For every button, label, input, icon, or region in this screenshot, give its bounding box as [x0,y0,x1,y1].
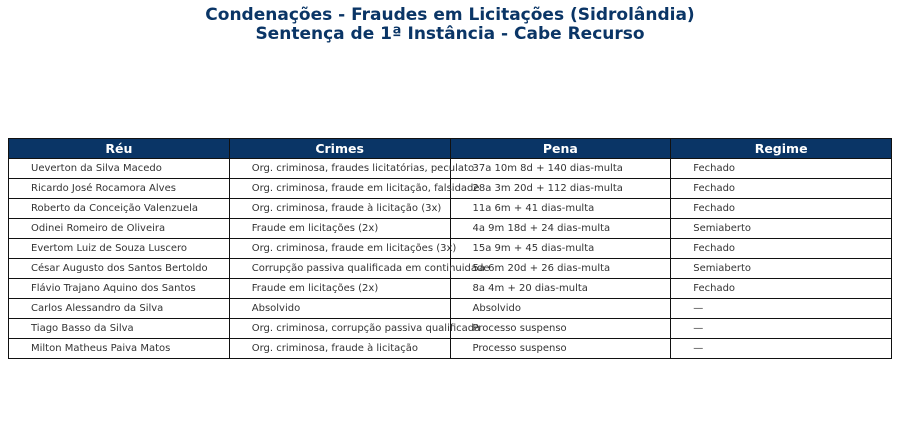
cell-pena: 15a 9m + 45 dias-multa [450,239,671,259]
cell-reu: Roberto da Conceição Valenzuela [9,199,230,219]
cell-reu: Evertom Luiz de Souza Luscero [9,239,230,259]
cell-reu: Odinei Romeiro de Oliveira [9,219,230,239]
cell-pena: Absolvido [450,299,671,319]
cell-reu: Tiago Basso da Silva [9,319,230,339]
cell-pena: 28a 3m 20d + 112 dias-multa [450,179,671,199]
cell-crimes: Org. criminosa, corrupção passiva qualificada [229,319,450,339]
table-row [9,339,892,359]
table-row [9,219,892,239]
sentences-table [8,138,892,359]
cell-reu: César Augusto dos Santos Bertoldo [9,259,230,279]
cell-pena: Processo suspenso [450,319,671,339]
table-header [9,139,892,159]
chart-subtitle: Sentença de 1ª Instância - Cabe Recurso [255,24,645,44]
cell-reu: Carlos Alessandro da Silva [9,299,230,319]
cell-reu: Ricardo José Rocamora Alves [9,179,230,199]
cell-regime: Semiaberto [671,219,892,239]
cell-regime: Fechado [671,179,892,199]
cell-pena: 11a 6m + 41 dias-multa [450,199,671,219]
column-header-pena: Pena [450,139,671,159]
cell-regime: — [671,339,892,359]
cell-crimes: Absolvido [229,299,450,319]
table-row [9,159,892,179]
cell-pena: 4a 9m 18d + 24 dias-multa [450,219,671,239]
chart-title-block [0,6,900,44]
cell-pena: 5a 6m 20d + 26 dias-multa [450,259,671,279]
cell-regime: Fechado [671,239,892,259]
cell-regime: Semiaberto [671,259,892,279]
table-row [9,259,892,279]
cell-crimes: Org. criminosa, fraudes licitatórias, peculato [229,159,450,179]
cell-pena: 37a 10m 8d + 140 dias-multa [450,159,671,179]
cell-crimes: Fraude em licitações (2x) [229,219,450,239]
cell-crimes: Fraude em licitações (2x) [229,279,450,299]
cell-crimes: Org. criminosa, fraude em licitações (3x) [229,239,450,259]
table-row [9,279,892,299]
table-row [9,319,892,339]
cell-crimes: Org. criminosa, fraude à licitação (3x) [229,199,450,219]
cell-regime: Fechado [671,159,892,179]
cell-reu: Flávio Trajano Aquino dos Santos [9,279,230,299]
column-header-reu: Réu [9,139,230,159]
column-header-crimes: Crimes [229,139,450,159]
cell-crimes: Org. criminosa, fraude em licitação, falsidade [229,179,450,199]
column-header-regime: Regime [671,139,892,159]
cell-reu: Ueverton da Silva Macedo [9,159,230,179]
table-row [9,199,892,219]
cell-crimes: Corrupção passiva qualificada em continuidade [229,259,450,279]
cell-regime: — [671,299,892,319]
table-header-row [9,139,892,159]
table-row [9,179,892,199]
cell-crimes: Org. criminosa, fraude à licitação [229,339,450,359]
chart-title: Condenações - Fraudes em Licitações (Sidrolândia) [205,5,695,25]
cell-reu: Milton Matheus Paiva Matos [9,339,230,359]
cell-regime: — [671,319,892,339]
table-row [9,239,892,259]
cell-regime: Fechado [671,199,892,219]
table-row [9,299,892,319]
cell-pena: Processo suspenso [450,339,671,359]
cell-regime: Fechado [671,279,892,299]
table-body [9,159,892,359]
cell-pena: 8a 4m + 20 dias-multa [450,279,671,299]
